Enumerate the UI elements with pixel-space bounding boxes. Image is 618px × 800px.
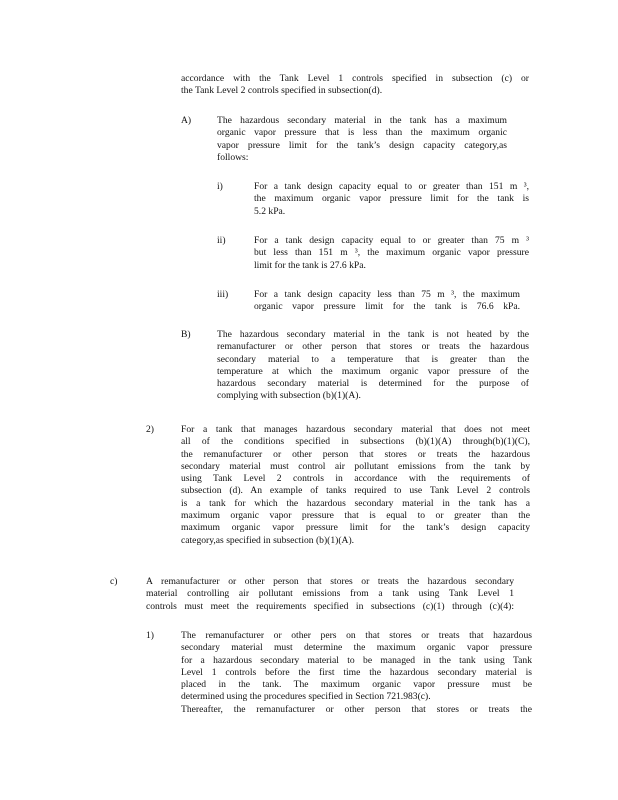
text-line: but less than 151 m ³, the maximum organic vapor pressure — [254, 247, 529, 259]
paragraph-2 — [181, 424, 530, 547]
text-line: accordance with the Tank Level 1 controls specified in subsection (c) or — [181, 73, 529, 84]
text-line: organic vapor pressure that is less than the maximum organic — [217, 127, 507, 139]
paragraph-A-ii — [254, 235, 529, 272]
text-line: For a tank design capacity equal to or greater than 151 m ³, — [254, 181, 529, 192]
item-marker-2: 2) — [146, 424, 154, 435]
item-marker-A: A) — [181, 115, 192, 126]
text-line: maximum organic vapor pressure that is equal to or greater than the — [181, 510, 530, 522]
text-line: secondary material must control air pollutant emissions from the tank by — [181, 460, 530, 472]
paragraph-c-1 — [181, 630, 532, 716]
item-marker-c: c) — [110, 576, 118, 587]
text-line: For a tank that manages hazardous secondary material that does not meet — [181, 424, 530, 435]
text-line: limit for the tank is 27.6 kPa. — [254, 259, 366, 271]
text-line: 5.2 kPa. — [254, 205, 286, 217]
text-line: The remanufacturer or other pers on that stores or treats that hazardous — [181, 630, 532, 641]
text-line: complying with subsection (b)(1)(A). — [217, 390, 361, 402]
text-line: Level 1 controls before the first time the hazardous secondary material is — [181, 666, 532, 678]
text-line: For a tank design capacity equal to or greater than 75 m ³ — [254, 235, 529, 246]
paragraph-A — [217, 115, 507, 164]
text-line: for a hazardous secondary material to be managed in the tank using Tank — [181, 654, 532, 666]
text-line: temperature at which the maximum organic vapor pressure of the — [217, 365, 529, 377]
paragraph-c — [146, 576, 514, 613]
text-line: determined using the procedures specified in Section 721.983(c). — [181, 691, 431, 703]
text-line: using Tank Level 2 controls in accordance with the requirements of — [181, 473, 530, 485]
item-marker-B: B) — [181, 329, 191, 340]
intro-paragraph — [181, 73, 529, 98]
text-line: The hazardous secondary material in the tank has a maximum — [217, 115, 507, 126]
text-line: secondary material must determine the maximum organic vapor pressure — [181, 642, 532, 654]
text-line: controls must meet the requirements specified in subsections (c)(1) through (c)(4): — [146, 600, 514, 612]
text-line: A remanufacturer or other person that stores or treats the hazardous secondary — [146, 576, 514, 587]
paragraph-A-iii — [254, 289, 520, 314]
text-line: The hazardous secondary material in the tank is not heated by the — [217, 329, 529, 340]
text-line: vapor pressure limit for the tank’s design capacity category,as — [217, 139, 507, 151]
text-line: the maximum organic vapor pressure limit for the tank is — [254, 193, 529, 205]
item-marker-ii: ii) — [217, 235, 226, 246]
text-line: For a tank design capacity less than 75 m ³, the maximum — [254, 289, 520, 300]
text-line: organic vapor pressure limit for the tank is 76.6 kPa. — [254, 301, 520, 313]
text-line: the Tank Level 2 controls specified in subsection(d). — [181, 85, 383, 97]
text-line: is a tank for which the hazardous secondary material in the tank has a — [181, 497, 530, 509]
item-marker-1: 1) — [146, 630, 154, 641]
text-line: the remanufacturer or other person that stores or treats the hazardous — [181, 448, 530, 460]
text-line: Thereafter, the remanufacturer or other person that stores or treats the — [181, 703, 532, 715]
text-line: hazardous secondary material is determined for the purpose of — [217, 378, 529, 390]
item-marker-iii: iii) — [217, 289, 229, 300]
text-line: maximum organic vapor pressure limit for the tank’s design capacity — [181, 522, 530, 534]
paragraph-B — [217, 329, 529, 403]
text-line: material controlling air pollutant emissions from a tank using Tank Level 1 — [146, 588, 514, 600]
text-line: category,as specified in subsection (b)(1)(A). — [181, 534, 355, 546]
text-line: placed in the tank. The maximum organic vapor pressure must be — [181, 679, 532, 691]
paragraph-A-i — [254, 181, 529, 218]
text-line: all of the conditions specified in subsections (b)(1)(A) through(b)(1)(C), — [181, 436, 530, 448]
text-line: secondary material to a temperature that is greater than the — [217, 353, 529, 365]
text-line: follows: — [217, 151, 249, 163]
item-marker-i: i) — [217, 181, 223, 192]
text-line: remanufacturer or other person that stores or treats the hazardous — [217, 341, 529, 353]
text-line: subsection (d). An example of tanks required to use Tank Level 2 controls — [181, 485, 530, 497]
